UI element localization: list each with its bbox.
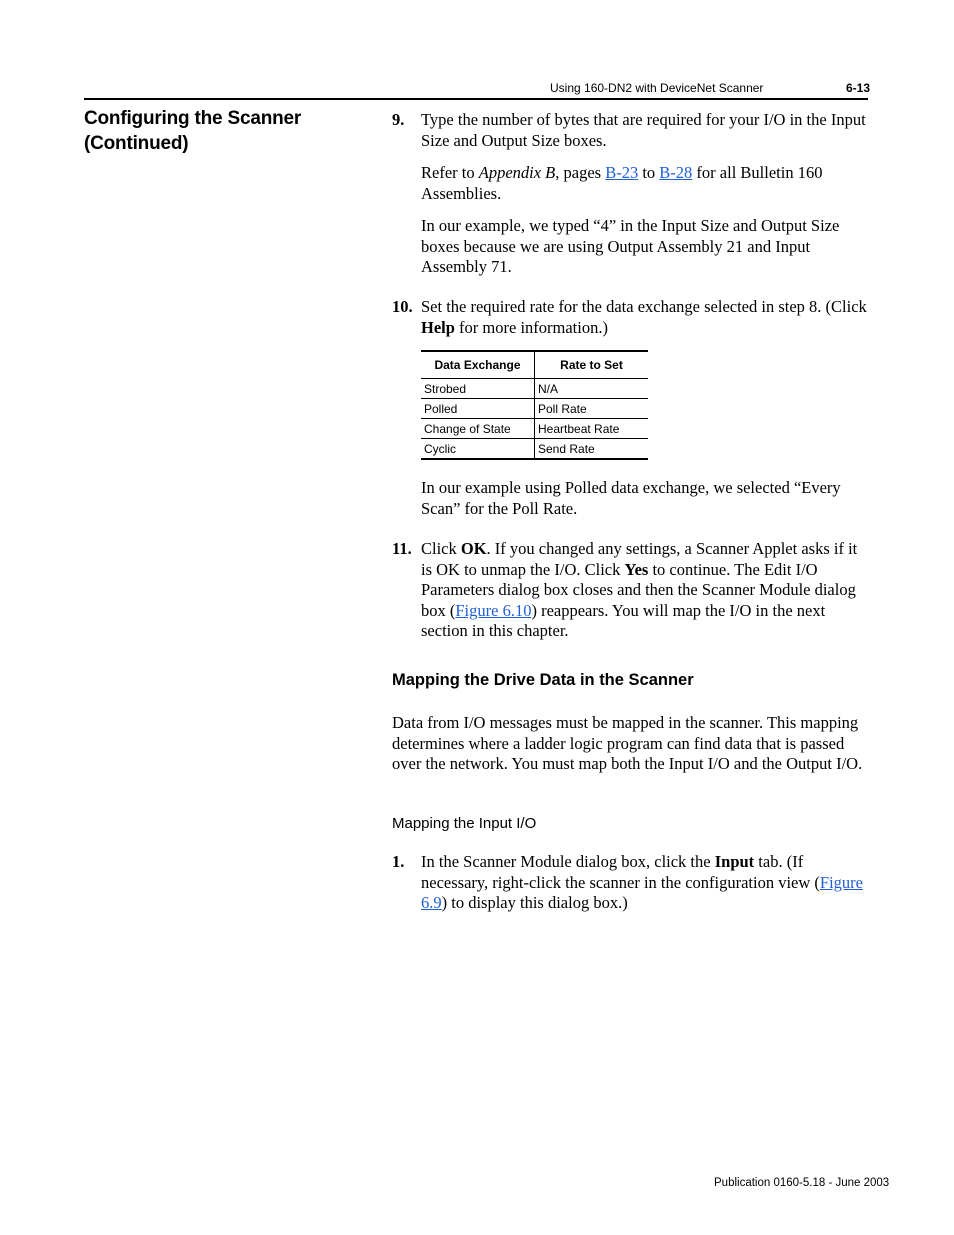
step-9 xyxy=(392,110,868,151)
table-cell: Send Rate xyxy=(535,439,649,460)
table-header-row xyxy=(421,351,648,379)
mapping-heading: Mapping the Drive Data in the Scanner xyxy=(392,671,694,689)
table-cell: N/A xyxy=(535,379,649,399)
table-header-cell: Data Exchange xyxy=(421,351,535,379)
link-figure-6-9[interactable]: Figure 6.9 xyxy=(421,872,863,912)
page-number: 6-13 xyxy=(846,81,871,95)
table-cell: Heartbeat Rate xyxy=(535,419,649,439)
ok-keyword: OK xyxy=(460,539,487,558)
step-10 xyxy=(392,297,868,338)
step-number: 1. xyxy=(392,852,405,871)
table-cell: Polled xyxy=(421,399,535,419)
table-cell: Cyclic xyxy=(421,439,535,460)
step-9-reference: Refer to Appendix B, pages B-23 to B-28 for all Bulletin 160 Assemblies. xyxy=(421,163,823,203)
step-text: In the Scanner Module dialog box, click the Input tab. (If necessary, right-click the scanner in the configuration view (Figure 6.9) to display this dialog box.) xyxy=(421,852,863,912)
table-cell: Strobed xyxy=(421,379,535,399)
appendix-reference: Appendix B xyxy=(478,163,556,182)
table-row xyxy=(421,379,648,399)
link-figure-6-10[interactable]: Figure 6.10 xyxy=(455,600,532,620)
yes-keyword: Yes xyxy=(624,559,649,579)
publication-footer: Publication 0160-5.18 - June 2003 xyxy=(714,1177,890,1189)
table-row xyxy=(421,439,648,460)
link-b-28[interactable]: B-28 xyxy=(659,163,693,182)
table-header-cell: Rate to Set xyxy=(535,351,649,379)
step-text: Click OK. If you changed any settings, a Scanner Applet asks if it is OK to unmap the I/O. Click Yes to continue. The Edit I/O Parameters dialog box closes and then the Scanner Module dialog box (Figure 6.10) reappears. You will map the I/O in the next section in this chapter. xyxy=(421,539,858,640)
step-text: Set the required rate for the data exchange selected in step 8. (Click Help for more information.) xyxy=(421,297,867,337)
step-number: 9. xyxy=(392,110,405,129)
step-text: Type the number of bytes that are required for your I/O in the Input Size and Output Size boxes. xyxy=(421,110,866,150)
table-row xyxy=(421,399,648,419)
mapping-intro: Data from I/O messages must be mapped in the scanner. This mapping determines where a ladder logic program can find data that is passed over the network. You must map both the Input I/O and the Output I/O. xyxy=(392,713,863,773)
table-cell: Poll Rate xyxy=(535,399,649,419)
table-row xyxy=(421,419,648,439)
step-number: 11. xyxy=(392,539,412,558)
rate-table xyxy=(421,350,648,460)
header-divider xyxy=(84,98,868,100)
section-title-line1: Configuring the Scanner xyxy=(84,108,302,129)
step-1 xyxy=(392,852,868,914)
step-number: 10. xyxy=(392,297,413,316)
help-keyword: Help xyxy=(421,317,455,337)
table-cell: Change of State xyxy=(421,419,535,439)
step-11 xyxy=(392,539,868,642)
step-9-example: In our example, we typed “4” in the Input Size and Output Size boxes because we are using Output Assembly 21 and Input Assembly 71. xyxy=(421,216,840,276)
mapping-input-subheading: Mapping the Input I/O xyxy=(392,815,537,832)
running-header: Using 160-DN2 with DeviceNet Scanner xyxy=(550,81,764,95)
section-title xyxy=(84,106,344,156)
input-keyword: Input xyxy=(714,852,755,871)
section-title-line2: (Continued) xyxy=(84,133,189,154)
step-10-example: In our example using Polled data exchange, we selected “Every Scan” for the Poll Rate. xyxy=(421,478,841,518)
link-b-23[interactable]: B-23 xyxy=(605,163,639,182)
